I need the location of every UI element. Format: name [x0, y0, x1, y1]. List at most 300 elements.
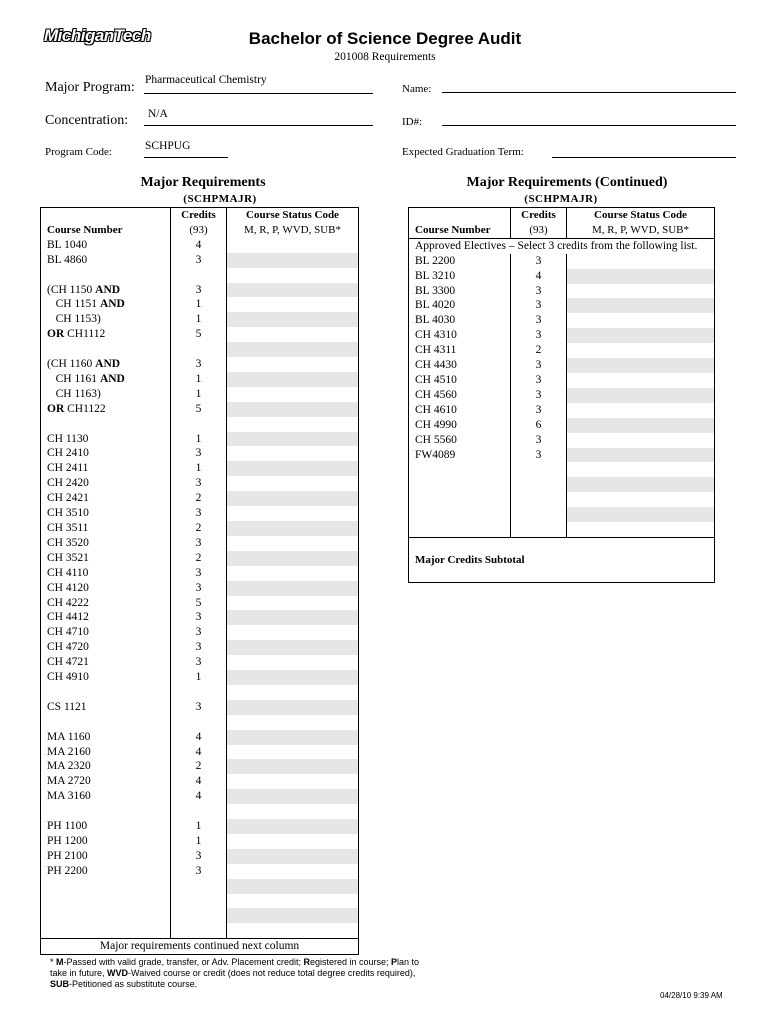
left-row	[41, 312, 359, 327]
left-course-cell	[41, 461, 171, 476]
right-course-cell	[409, 522, 511, 537]
right-row	[409, 462, 715, 477]
left-status-cell[interactable]	[227, 908, 359, 923]
right-credits-cell: 3	[511, 254, 567, 269]
course-number: CH 4721	[47, 656, 89, 669]
left-course-cell	[41, 402, 171, 417]
right-row	[409, 522, 715, 537]
left-code: (SCHPMAJR)	[183, 193, 257, 205]
left-row	[41, 774, 359, 789]
left-status-cell[interactable]	[227, 491, 359, 506]
right-course-cell	[409, 462, 511, 477]
left-credits-cell	[171, 342, 227, 357]
right-header-credits: Credits	[511, 208, 567, 223]
code-r-text: egistered in course;	[309, 957, 392, 967]
course-number: CH 2410	[47, 447, 89, 460]
left-course-cell	[41, 491, 171, 506]
left-status-cell[interactable]	[227, 745, 359, 760]
left-credits-cell	[171, 923, 227, 938]
right-row	[409, 269, 715, 284]
right-status-cell[interactable]	[567, 448, 715, 463]
course-number: CH 4110	[47, 566, 89, 579]
left-course-cell	[41, 625, 171, 640]
left-credits-cell: 1	[171, 297, 227, 312]
left-status-cell[interactable]	[227, 819, 359, 834]
left-credits-cell: 3	[171, 446, 227, 461]
left-credits-cell: 4	[171, 789, 227, 804]
left-row	[41, 432, 359, 447]
right-course-cell	[409, 343, 511, 358]
left-status-cell[interactable]	[227, 879, 359, 894]
left-course-cell	[41, 730, 171, 745]
right-status-cell[interactable]	[567, 343, 715, 358]
left-course-cell	[41, 685, 171, 700]
course-number: BL 3300	[415, 284, 456, 297]
left-course-cell	[41, 297, 171, 312]
code-wvd: WVD	[107, 968, 129, 978]
left-row	[41, 730, 359, 745]
left-credits-cell	[171, 879, 227, 894]
left-row	[41, 894, 359, 909]
right-course-cell	[409, 358, 511, 373]
right-credits-cell: 3	[511, 313, 567, 328]
concentration-label: Concentration:	[45, 113, 129, 128]
left-course-cell	[41, 253, 171, 268]
left-credits-cell: 3	[171, 581, 227, 596]
left-row	[41, 923, 359, 938]
course-number: CH 1130	[47, 432, 89, 445]
left-row	[41, 789, 359, 804]
left-row	[41, 446, 359, 461]
course-number: CH 1153)	[47, 313, 101, 326]
left-credits-cell: 5	[171, 596, 227, 611]
left-credits-cell: 3	[171, 536, 227, 551]
and-keyword: AND	[99, 298, 125, 311]
right-header-status: Course Status Code	[594, 209, 687, 221]
left-course-cell	[41, 804, 171, 819]
course-number: CH 3511	[47, 521, 89, 534]
left-credits-cell: 3	[171, 640, 227, 655]
left-course-cell	[41, 432, 171, 447]
name-label: Name:	[402, 83, 432, 95]
course-number: CH 3520	[47, 536, 89, 549]
left-status-cell[interactable]	[227, 774, 359, 789]
right-status-cell[interactable]	[567, 328, 715, 343]
right-credits-cell: 3	[511, 373, 567, 388]
left-row	[41, 253, 359, 268]
major-program-label: Major Program:	[45, 80, 135, 95]
left-course-cell	[41, 789, 171, 804]
left-row	[41, 685, 359, 700]
right-row	[409, 492, 715, 507]
id-label: ID#:	[402, 116, 423, 128]
left-status-cell[interactable]	[227, 283, 359, 298]
major-credits-subtotal: Major Credits Subtotal	[409, 537, 715, 582]
left-status-cell[interactable]	[227, 625, 359, 640]
left-course-cell	[41, 700, 171, 715]
right-course-cell	[409, 269, 511, 284]
left-credits-cell: 1	[171, 432, 227, 447]
left-row	[41, 596, 359, 611]
right-status-cell[interactable]	[567, 358, 715, 373]
left-course-cell	[41, 476, 171, 491]
right-row	[409, 298, 715, 313]
right-course-cell	[409, 418, 511, 433]
left-row	[41, 610, 359, 625]
right-row	[409, 388, 715, 403]
left-course-cell	[41, 268, 171, 283]
left-credits-cell: 3	[171, 253, 227, 268]
page-title: Bachelor of Science Degree Audit	[248, 29, 522, 48]
right-status-cell[interactable]	[567, 477, 715, 492]
right-credits-cell: 3	[511, 298, 567, 313]
right-row	[409, 254, 715, 269]
left-course-cell	[41, 342, 171, 357]
left-status-cell[interactable]	[227, 596, 359, 611]
right-course-cell	[409, 313, 511, 328]
left-status-cell[interactable]	[227, 730, 359, 745]
left-row	[41, 268, 359, 283]
course-number: CH 1161	[47, 372, 100, 385]
right-row	[409, 358, 715, 373]
course-number: CH 1163)	[47, 387, 101, 400]
major-program-line	[144, 93, 373, 94]
left-status-cell[interactable]	[227, 521, 359, 536]
course-number: MA 3160	[47, 790, 91, 803]
page-subtitle: 201008 Requirements	[334, 51, 436, 63]
left-row	[41, 849, 359, 864]
left-status-cell[interactable]	[227, 864, 359, 879]
left-course-cell	[41, 879, 171, 894]
right-row	[409, 507, 715, 522]
and-keyword: AND	[99, 372, 125, 385]
left-credits-cell: 4	[171, 730, 227, 745]
right-row	[409, 448, 715, 463]
left-credits-cell: 1	[171, 461, 227, 476]
code-wvd-text: -Waived course or credit (does not reduce total degree credits required),	[128, 968, 416, 978]
left-course-cell	[41, 715, 171, 730]
left-header-credits: Credits	[171, 208, 227, 223]
grad-term-field[interactable]	[552, 157, 736, 158]
left-row	[41, 655, 359, 670]
course-number: MA 2160	[47, 745, 91, 758]
left-status-cell[interactable]	[227, 402, 359, 417]
left-credits-cell	[171, 804, 227, 819]
left-status-cell[interactable]	[227, 432, 359, 447]
left-status-cell[interactable]	[227, 655, 359, 670]
right-row	[409, 418, 715, 433]
left-row	[41, 670, 359, 685]
course-number: CH 4120	[47, 581, 89, 594]
left-course-cell	[41, 566, 171, 581]
left-status-cell[interactable]	[227, 372, 359, 387]
left-status-cell[interactable]	[227, 342, 359, 357]
right-credits-cell	[511, 477, 567, 492]
left-credits-cell: 3	[171, 864, 227, 879]
course-number: CH 4222	[47, 596, 89, 609]
left-status-cell[interactable]	[227, 581, 359, 596]
left-status-cell[interactable]	[227, 312, 359, 327]
left-credits-cell: 4	[171, 745, 227, 760]
left-course-cell	[41, 312, 171, 327]
left-row	[41, 804, 359, 819]
course-number: FW4089	[415, 448, 456, 461]
right-heading: Major Requirements (Continued)	[466, 175, 668, 190]
left-credits-cell: 3	[171, 700, 227, 715]
left-row	[41, 342, 359, 357]
left-row	[41, 417, 359, 432]
left-status-cell[interactable]	[227, 804, 359, 819]
left-row	[41, 297, 359, 312]
left-requirements-table	[40, 207, 359, 955]
right-header-course-blank	[409, 208, 511, 223]
left-row	[41, 283, 359, 298]
left-credits-cell	[171, 908, 227, 923]
course-number: CH 4990	[415, 418, 457, 431]
left-status-cell[interactable]	[227, 268, 359, 283]
right-header-course: Course Number	[415, 223, 491, 236]
left-row	[41, 819, 359, 834]
course-number: CH 2420	[47, 477, 89, 490]
course-number: MA 1160	[47, 730, 91, 743]
left-row	[41, 908, 359, 923]
course-number: CH 5560	[415, 433, 457, 446]
right-status-cell[interactable]	[567, 418, 715, 433]
course-number: BL 4020	[415, 299, 456, 312]
course-number: CS 1121	[47, 700, 87, 713]
course-number: CH 2421	[47, 492, 89, 505]
michigan-tech-logo: MichiganTech	[44, 26, 151, 45]
grad-term-label: Expected Graduation Term:	[402, 146, 524, 158]
right-row	[409, 433, 715, 448]
left-header-course: Course Number	[47, 223, 123, 236]
left-course-cell	[41, 536, 171, 551]
left-row	[41, 551, 359, 566]
right-row	[409, 373, 715, 388]
right-credits-cell: 3	[511, 448, 567, 463]
left-status-cell[interactable]	[227, 566, 359, 581]
right-course-cell	[409, 433, 511, 448]
left-credits-cell: 4	[171, 238, 227, 253]
left-header-course-blank	[41, 208, 171, 223]
left-course-cell	[41, 759, 171, 774]
course-number: CH1112	[64, 328, 106, 341]
left-status-cell[interactable]	[227, 670, 359, 685]
right-status-cell[interactable]	[567, 492, 715, 507]
id-field[interactable]	[442, 125, 736, 126]
left-course-cell	[41, 610, 171, 625]
left-row	[41, 700, 359, 715]
left-status-cell[interactable]	[227, 387, 359, 402]
right-code: (SCHPMAJR)	[524, 193, 598, 205]
right-course-cell	[409, 477, 511, 492]
right-credits-cell	[511, 507, 567, 522]
left-row	[41, 566, 359, 581]
code-r: R	[303, 957, 310, 967]
left-status-cell[interactable]	[227, 253, 359, 268]
right-status-cell[interactable]	[567, 269, 715, 284]
right-course-cell	[409, 373, 511, 388]
left-status-cell[interactable]	[227, 715, 359, 730]
left-course-cell	[41, 387, 171, 402]
left-credits-cell: 2	[171, 759, 227, 774]
right-status-cell[interactable]	[567, 462, 715, 477]
course-number: CH 4560	[415, 388, 457, 401]
right-course-cell	[409, 254, 511, 269]
left-row	[41, 402, 359, 417]
left-row	[41, 864, 359, 879]
left-credits-cell: 1	[171, 387, 227, 402]
left-course-cell	[41, 670, 171, 685]
left-row	[41, 476, 359, 491]
code-sub: SUB	[50, 979, 70, 989]
left-status-cell[interactable]	[227, 700, 359, 715]
right-status-cell[interactable]	[567, 403, 715, 418]
right-course-cell	[409, 328, 511, 343]
right-row	[409, 403, 715, 418]
right-status-cell[interactable]	[567, 298, 715, 313]
left-row	[41, 625, 359, 640]
right-row	[409, 343, 715, 358]
left-status-cell[interactable]	[227, 417, 359, 432]
right-course-cell	[409, 492, 511, 507]
left-row	[41, 327, 359, 342]
left-credits-cell: 5	[171, 327, 227, 342]
right-course-cell	[409, 388, 511, 403]
code-p-text: lan to take in future,	[50, 957, 420, 978]
right-status-cell[interactable]	[567, 254, 715, 269]
left-status-cell[interactable]	[227, 551, 359, 566]
left-credits-cell	[171, 715, 227, 730]
left-status-cell[interactable]	[227, 894, 359, 909]
left-row	[41, 461, 359, 476]
left-credits-cell: 3	[171, 625, 227, 640]
left-status-cell[interactable]	[227, 610, 359, 625]
left-status-cell[interactable]	[227, 759, 359, 774]
and-keyword: AND	[95, 358, 121, 371]
left-credits-cell: 2	[171, 551, 227, 566]
course-number: BL 2200	[415, 254, 456, 267]
left-status-cell[interactable]	[227, 238, 359, 253]
left-credits-cell: 2	[171, 491, 227, 506]
name-field[interactable]	[442, 92, 736, 93]
electives-note: Approved Electives – Select 3 credits from the following list.	[409, 238, 715, 253]
course-number: BL 4030	[415, 314, 456, 327]
right-status-cell[interactable]	[567, 507, 715, 522]
left-course-cell	[41, 357, 171, 372]
left-course-cell	[41, 745, 171, 760]
course-number: PH 1200	[47, 834, 88, 847]
right-row	[409, 328, 715, 343]
left-status-cell[interactable]	[227, 327, 359, 342]
right-status-cell[interactable]	[567, 313, 715, 328]
course-number: CH 4311	[415, 344, 457, 357]
left-status-cell[interactable]	[227, 834, 359, 849]
course-number: PH 2200	[47, 864, 88, 877]
left-status-cell[interactable]	[227, 685, 359, 700]
left-status-cell[interactable]	[227, 849, 359, 864]
course-number: CH 4510	[415, 373, 457, 386]
left-credits-cell	[171, 894, 227, 909]
status-code-footnote: * M-Passed with valid grade, transfer, or Adv. Placement credit; Registered in course; Plan to take in future, WVD-Waived course or credit (does not reduce total degree credits required), SUB-Petitioned as substitute course.	[50, 957, 420, 989]
left-course-cell	[41, 655, 171, 670]
left-course-cell	[41, 581, 171, 596]
course-number: CH 4710	[47, 626, 89, 639]
left-course-cell	[41, 849, 171, 864]
course-number: CH 4310	[415, 329, 457, 342]
left-course-cell	[41, 864, 171, 879]
left-row	[41, 372, 359, 387]
and-keyword: AND	[95, 283, 121, 296]
left-status-cell[interactable]	[227, 476, 359, 491]
right-status-cell[interactable]	[567, 388, 715, 403]
code-m: M	[56, 957, 64, 967]
course-number: PH 2100	[47, 849, 88, 862]
left-credits-cell: 3	[171, 566, 227, 581]
left-credits-cell	[171, 268, 227, 283]
right-credits-cell: 3	[511, 433, 567, 448]
program-code-value: SCHPUG	[145, 140, 191, 152]
left-course-cell	[41, 551, 171, 566]
left-course-cell	[41, 283, 171, 298]
left-course-cell	[41, 640, 171, 655]
left-status-cell[interactable]	[227, 461, 359, 476]
left-header-credits-total: (93)	[171, 223, 227, 238]
left-status-cell[interactable]	[227, 506, 359, 521]
course-number: CH 4910	[47, 671, 89, 684]
left-status-cell[interactable]	[227, 789, 359, 804]
left-course-cell	[41, 774, 171, 789]
right-credits-cell: 3	[511, 358, 567, 373]
course-number: CH 4720	[47, 641, 89, 654]
right-status-cell[interactable]	[567, 433, 715, 448]
right-status-cell[interactable]	[567, 373, 715, 388]
left-credits-cell: 1	[171, 834, 227, 849]
left-credits-cell: 3	[171, 476, 227, 491]
course-number: BL 4860	[47, 253, 88, 266]
course-number: MA 2320	[47, 760, 91, 773]
right-credits-cell	[511, 462, 567, 477]
left-course-cell	[41, 238, 171, 253]
concentration-line	[144, 125, 373, 126]
left-status-cell[interactable]	[227, 923, 359, 938]
right-row	[409, 284, 715, 299]
left-row	[41, 521, 359, 536]
right-row	[409, 477, 715, 492]
left-status-cell[interactable]	[227, 536, 359, 551]
course-number: CH1122	[64, 402, 106, 415]
left-status-cell[interactable]	[227, 357, 359, 372]
left-credits-cell: 1	[171, 670, 227, 685]
print-timestamp: 04/28/10 9:39 AM	[660, 991, 723, 1000]
right-course-cell	[409, 448, 511, 463]
left-row	[41, 879, 359, 894]
course-number: CH 4412	[47, 611, 89, 624]
right-status-cell[interactable]	[567, 522, 715, 537]
left-credits-cell	[171, 417, 227, 432]
left-status-cell[interactable]	[227, 446, 359, 461]
left-row	[41, 581, 359, 596]
left-row	[41, 759, 359, 774]
right-credits-cell	[511, 492, 567, 507]
left-course-cell	[41, 908, 171, 923]
right-status-cell[interactable]	[567, 284, 715, 299]
left-credits-cell: 2	[171, 521, 227, 536]
left-row	[41, 536, 359, 551]
left-status-cell[interactable]	[227, 297, 359, 312]
left-status-cell[interactable]	[227, 640, 359, 655]
left-row	[41, 491, 359, 506]
